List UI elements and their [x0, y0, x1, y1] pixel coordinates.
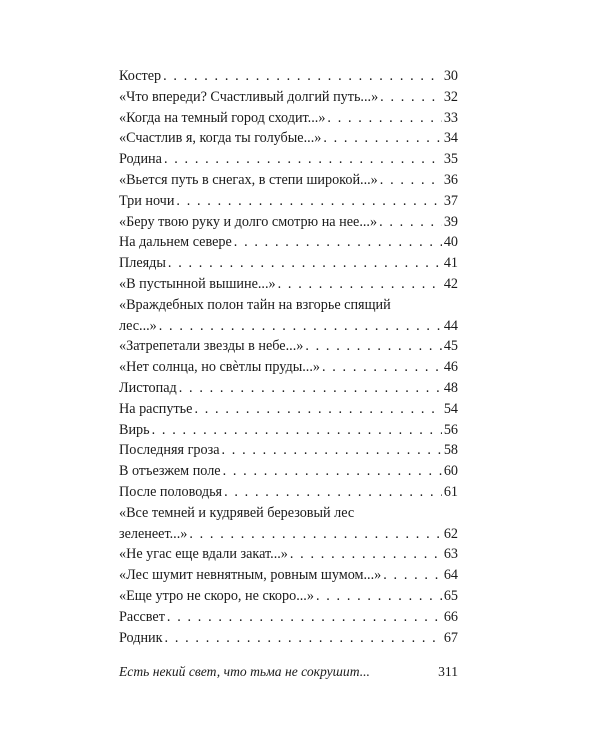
toc-entry-title: Три ночи — [119, 192, 175, 209]
toc-entry-title: «Вьется путь в снегах, в степи широкой...» — [119, 171, 378, 188]
page-number: 311 — [438, 664, 458, 679]
toc-entry — [119, 212, 458, 233]
dot-leader — [165, 628, 442, 649]
toc-entry — [119, 440, 458, 461]
toc-entry-title: «Нет солнца, но свѐтлы пруды...» — [119, 359, 320, 376]
toc-entry-page: 65 — [443, 587, 458, 604]
toc-entry-page: 48 — [443, 379, 458, 396]
toc-entry — [119, 274, 458, 295]
toc-entry-page: 66 — [443, 608, 458, 625]
toc-entry — [119, 108, 458, 129]
toc-entry — [119, 87, 458, 108]
dot-leader — [322, 357, 442, 378]
toc-entry — [119, 295, 458, 337]
dot-leader — [159, 316, 442, 337]
dot-leader — [163, 66, 442, 87]
toc-entry-page: 34 — [443, 130, 458, 147]
toc-entry-title-line2: лес...» — [119, 317, 157, 334]
dot-leader — [383, 565, 442, 586]
toc-entry-title: Вирь — [119, 421, 150, 438]
dot-leader — [224, 482, 442, 503]
toc-entry — [119, 66, 458, 87]
toc-entry — [119, 149, 458, 170]
toc-entry-title: «Беру твою руку и долго смотрю на нее...» — [119, 213, 378, 230]
toc-entry — [119, 586, 458, 607]
toc-entry-title-line2: зеленеет...» — [119, 525, 188, 542]
toc-entry — [119, 378, 458, 399]
dot-leader — [327, 108, 441, 129]
toc-entry-page: 62 — [443, 525, 458, 542]
toc-entry — [119, 503, 458, 545]
toc-entry-title: На дальнем севере — [119, 234, 232, 251]
toc-entry — [119, 399, 458, 420]
dot-leader — [380, 170, 442, 191]
toc-entry-page: 41 — [443, 255, 458, 272]
toc-entry — [119, 170, 458, 191]
dot-leader — [194, 399, 441, 420]
dot-leader — [222, 440, 442, 461]
dot-leader — [164, 149, 442, 170]
toc-entry-page: 45 — [443, 338, 458, 355]
toc-entry — [119, 191, 458, 212]
toc-entry-title: На распутье — [119, 400, 193, 417]
toc-entry-page: 35 — [443, 151, 458, 168]
toc-entry-title: «Лес шумит невнятным, ровным шумом...» — [119, 567, 382, 584]
dot-leader — [223, 461, 442, 482]
toc-entry-page: 61 — [443, 483, 458, 500]
toc-entry-page: 36 — [443, 171, 458, 188]
toc-entry — [119, 420, 458, 441]
toc-entry — [119, 565, 458, 586]
dot-leader — [179, 378, 442, 399]
toc-entry-page: 33 — [443, 109, 458, 126]
toc-entry-page: 44 — [443, 317, 458, 334]
toc-entry-page: 63 — [443, 546, 458, 563]
toc-entry-title: Плеяды — [119, 255, 166, 272]
dot-leader — [290, 544, 442, 565]
toc-entry-title: После половодья — [119, 483, 223, 500]
dot-leader — [152, 420, 442, 441]
toc-entry-line2 — [119, 316, 458, 337]
toc-entry-page: 60 — [443, 463, 458, 480]
toc-entry-title-line1: «Враждебных полон тайн на взгорье спящий — [119, 296, 391, 313]
toc-entry-title: «Что впереди? Счастливый долгий путь...» — [119, 88, 379, 105]
toc-entry-page: 46 — [443, 359, 458, 376]
toc-entry-title: «Счастлив я, когда ты голубые...» — [119, 130, 322, 147]
toc-entry-page: 56 — [443, 421, 458, 438]
toc-entry-line2 — [119, 524, 458, 545]
toc-entry-title: Последняя гроза — [119, 442, 220, 459]
dot-leader — [305, 336, 441, 357]
page-footer — [119, 664, 458, 680]
toc-entry-title: Листопад — [119, 379, 177, 396]
running-title: Есть некий свет, что тьма не сокрушит... — [119, 664, 370, 679]
toc-entry-page: 39 — [443, 213, 458, 230]
toc-entry-title: «Еще утро не скоро, не скоро...» — [119, 587, 314, 604]
toc-entry-title: Костер — [119, 68, 162, 84]
toc-entry-title: «Когда на темный город сходит...» — [119, 109, 326, 126]
toc-entry — [119, 544, 458, 565]
toc-entry-page: 64 — [443, 567, 458, 584]
dot-leader — [316, 586, 442, 607]
toc-entry-page: 30 — [443, 68, 458, 84]
dot-leader — [380, 87, 442, 108]
toc-entry-page: 42 — [443, 275, 458, 292]
dot-leader — [323, 128, 441, 149]
toc-entry-title: Рассвет — [119, 608, 165, 625]
toc-entry-page: 58 — [443, 442, 458, 459]
dot-leader — [234, 232, 442, 253]
toc-entry — [119, 128, 458, 149]
toc-entry-page: 40 — [443, 234, 458, 251]
toc-entry — [119, 461, 458, 482]
toc-entry — [119, 253, 458, 274]
toc-entry-page: 37 — [443, 192, 458, 209]
dot-leader — [167, 607, 442, 628]
toc-entry — [119, 357, 458, 378]
dot-leader — [168, 253, 442, 274]
table-of-contents — [119, 66, 458, 648]
toc-entry-page: 32 — [443, 88, 458, 105]
dot-leader — [189, 524, 441, 545]
toc-entry — [119, 336, 458, 357]
dot-leader — [379, 212, 442, 233]
toc-entry-page: 54 — [443, 400, 458, 417]
toc-entry — [119, 482, 458, 503]
toc-entry-title: Родина — [119, 151, 162, 168]
toc-entry-page: 67 — [443, 629, 458, 646]
toc-entry — [119, 628, 458, 649]
dot-leader — [176, 191, 441, 212]
toc-entry-title: «В пустынной вышине...» — [119, 275, 276, 292]
toc-entry-title: «Затрепетали звезды в небе...» — [119, 338, 304, 355]
toc-entry-title: Родник — [119, 629, 163, 646]
toc-entry — [119, 232, 458, 253]
toc-entry-title-line1: «Все темней и кудрявей березовый лес — [119, 504, 355, 521]
toc-entry-title: В отъезжем поле — [119, 463, 221, 480]
toc-entry-title: «Не угас еще вдали закат...» — [119, 546, 288, 563]
dot-leader — [278, 274, 442, 295]
toc-entry — [119, 607, 458, 628]
